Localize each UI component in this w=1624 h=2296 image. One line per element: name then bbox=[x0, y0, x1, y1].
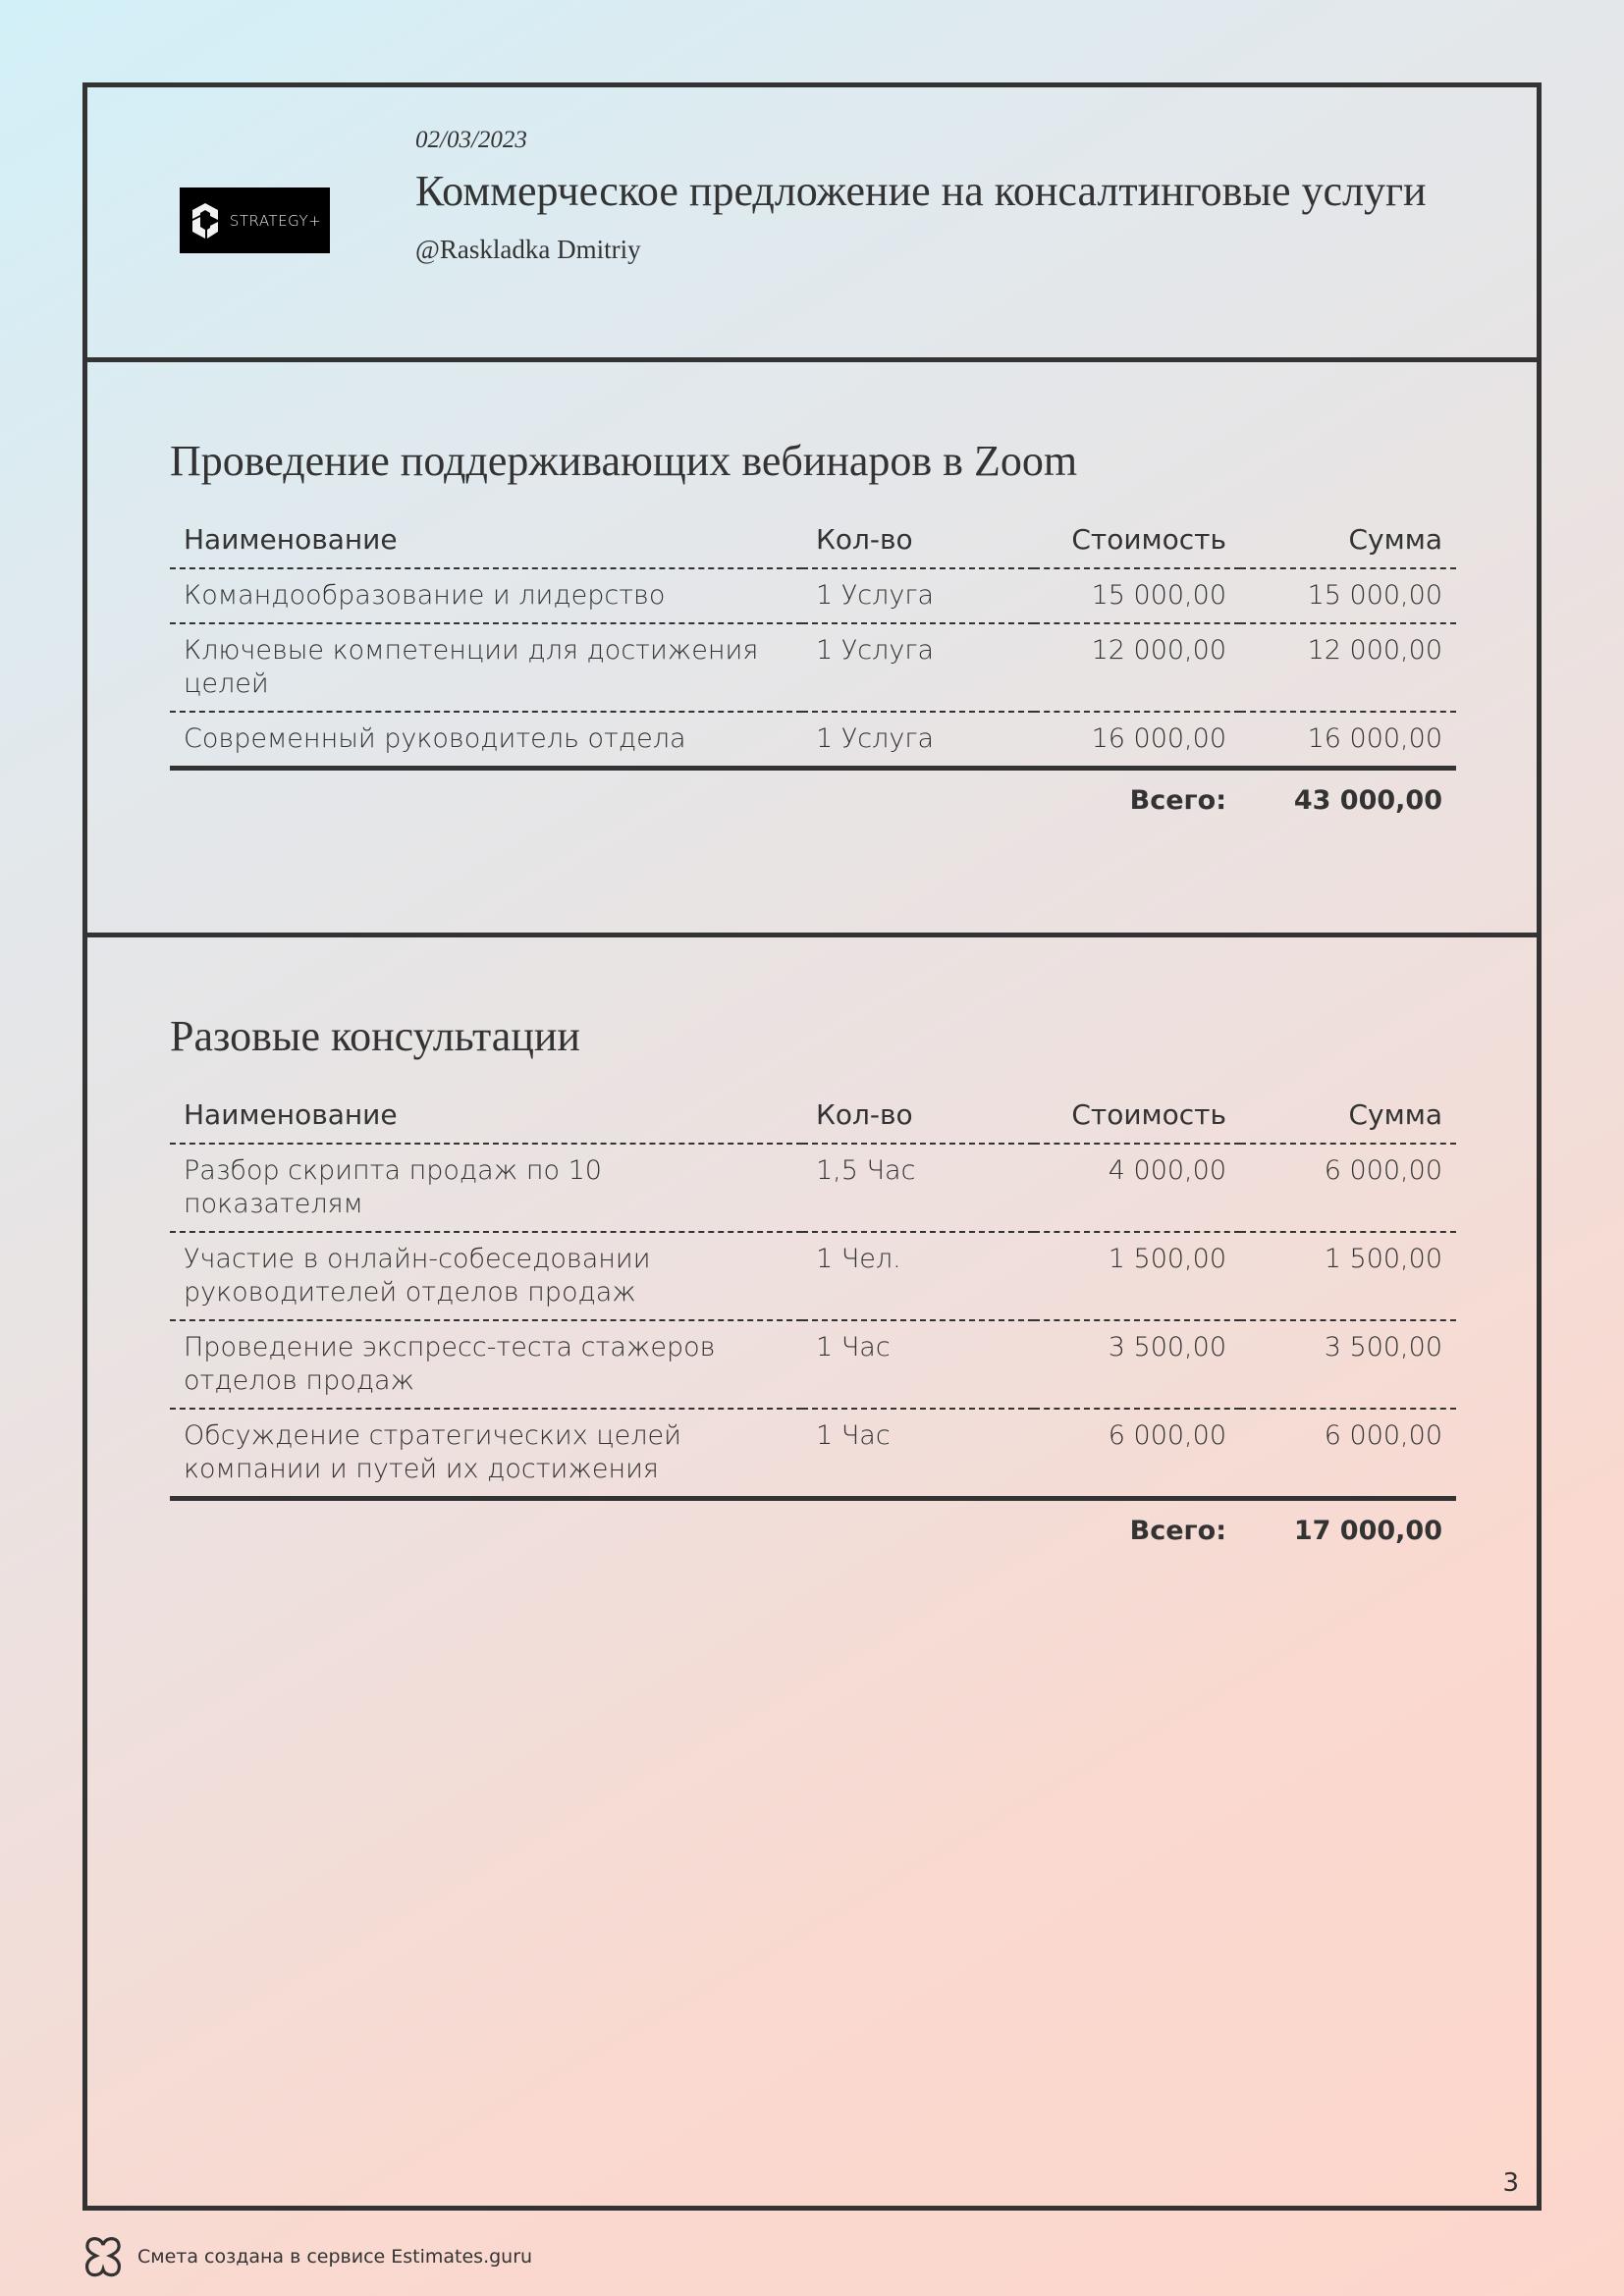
table-row bbox=[170, 1409, 1456, 1499]
document-title: Коммерческое предложение на консалтинговые услуги bbox=[415, 167, 1427, 215]
document-date: 02/03/2023 bbox=[415, 127, 527, 153]
item-sum: 12 000,00 bbox=[1240, 623, 1456, 712]
item-sum: 3 500,00 bbox=[1240, 1320, 1456, 1409]
footer bbox=[82, 2235, 532, 2278]
item-qty: 1 Чел. bbox=[802, 1232, 1034, 1320]
total-value: 17 000,00 bbox=[1293, 1516, 1442, 1546]
estimates-guru-logo-icon bbox=[82, 2235, 124, 2278]
item-name: Командообразование и лидерство bbox=[170, 568, 802, 623]
item-name: Разбор скрипта продаж по 10 показателям bbox=[170, 1144, 802, 1232]
item-qty: 1 Услуга bbox=[802, 568, 1034, 623]
section-title: Проведение поддерживающих вебинаров в Zoom bbox=[170, 437, 1078, 485]
column-header-qty: Кол-во bbox=[802, 1088, 1034, 1144]
item-price: 12 000,00 bbox=[1034, 623, 1240, 712]
section-webinars bbox=[87, 357, 1537, 937]
item-price: 4 000,00 bbox=[1034, 1144, 1240, 1232]
item-sum: 16 000,00 bbox=[1240, 712, 1456, 769]
column-header-price: Стоимость bbox=[1034, 512, 1240, 568]
item-qty: 1 Услуга bbox=[802, 623, 1034, 712]
table-row bbox=[170, 1144, 1456, 1232]
column-header-name: Наименование bbox=[170, 1088, 802, 1144]
item-price: 1 500,00 bbox=[1034, 1232, 1240, 1320]
footer-text: Смета создана в сервисе Estimates.guru bbox=[137, 2246, 533, 2268]
items-table bbox=[170, 512, 1456, 828]
item-price: 16 000,00 bbox=[1034, 712, 1240, 769]
document-frame bbox=[82, 82, 1542, 2211]
items-table bbox=[170, 1088, 1456, 1558]
column-header-qty: Кол-во bbox=[802, 512, 1034, 568]
table-row bbox=[170, 712, 1456, 769]
item-name: Современный руководитель отдела bbox=[170, 712, 802, 769]
document-header bbox=[87, 87, 1537, 362]
total-label: Всего: bbox=[1129, 1516, 1226, 1546]
item-sum: 6 000,00 bbox=[1240, 1144, 1456, 1232]
item-sum: 15 000,00 bbox=[1240, 568, 1456, 623]
table-header-row bbox=[170, 1088, 1456, 1144]
company-logo bbox=[180, 187, 330, 253]
table-row bbox=[170, 1320, 1456, 1409]
table-row bbox=[170, 568, 1456, 623]
strategy-logo-icon bbox=[189, 201, 222, 240]
column-header-price: Стоимость bbox=[1034, 1088, 1240, 1144]
item-qty: 1 Час bbox=[802, 1320, 1034, 1409]
item-name: Ключевые компетенции для достижения целей bbox=[170, 623, 802, 712]
item-name: Участие в онлайн-собеседовании руководителей отделов продаж bbox=[170, 1232, 802, 1320]
total-row bbox=[170, 769, 1456, 828]
item-sum: 6 000,00 bbox=[1240, 1409, 1456, 1499]
item-sum: 1 500,00 bbox=[1240, 1232, 1456, 1320]
document-author: @Raskladka Dmitriy bbox=[415, 235, 641, 264]
item-price: 6 000,00 bbox=[1034, 1409, 1240, 1499]
column-header-sum: Сумма bbox=[1240, 1088, 1456, 1144]
column-header-sum: Сумма bbox=[1240, 512, 1456, 568]
header-info bbox=[415, 127, 1476, 265]
item-qty: 1 Час bbox=[802, 1409, 1034, 1499]
table-row bbox=[170, 623, 1456, 712]
total-label: Всего: bbox=[1129, 785, 1226, 816]
item-price: 3 500,00 bbox=[1034, 1320, 1240, 1409]
section-title: Разовые консультации bbox=[170, 1012, 580, 1060]
column-header-name: Наименование bbox=[170, 512, 802, 568]
logo-text: STRATEGY+ bbox=[229, 211, 322, 230]
item-name: Проведение экспресс-теста стажеров отделов продаж bbox=[170, 1320, 802, 1409]
page-number: 3 bbox=[1502, 2168, 1519, 2198]
item-name: Обсуждение стратегических целей компании и путей их достижения bbox=[170, 1409, 802, 1499]
total-row bbox=[170, 1499, 1456, 1559]
item-qty: 1 Услуга bbox=[802, 712, 1034, 769]
item-price: 15 000,00 bbox=[1034, 568, 1240, 623]
table-header-row bbox=[170, 512, 1456, 568]
total-value: 43 000,00 bbox=[1293, 785, 1442, 816]
item-qty: 1,5 Час bbox=[802, 1144, 1034, 1232]
section-consultations bbox=[87, 933, 1537, 2206]
table-row bbox=[170, 1232, 1456, 1320]
